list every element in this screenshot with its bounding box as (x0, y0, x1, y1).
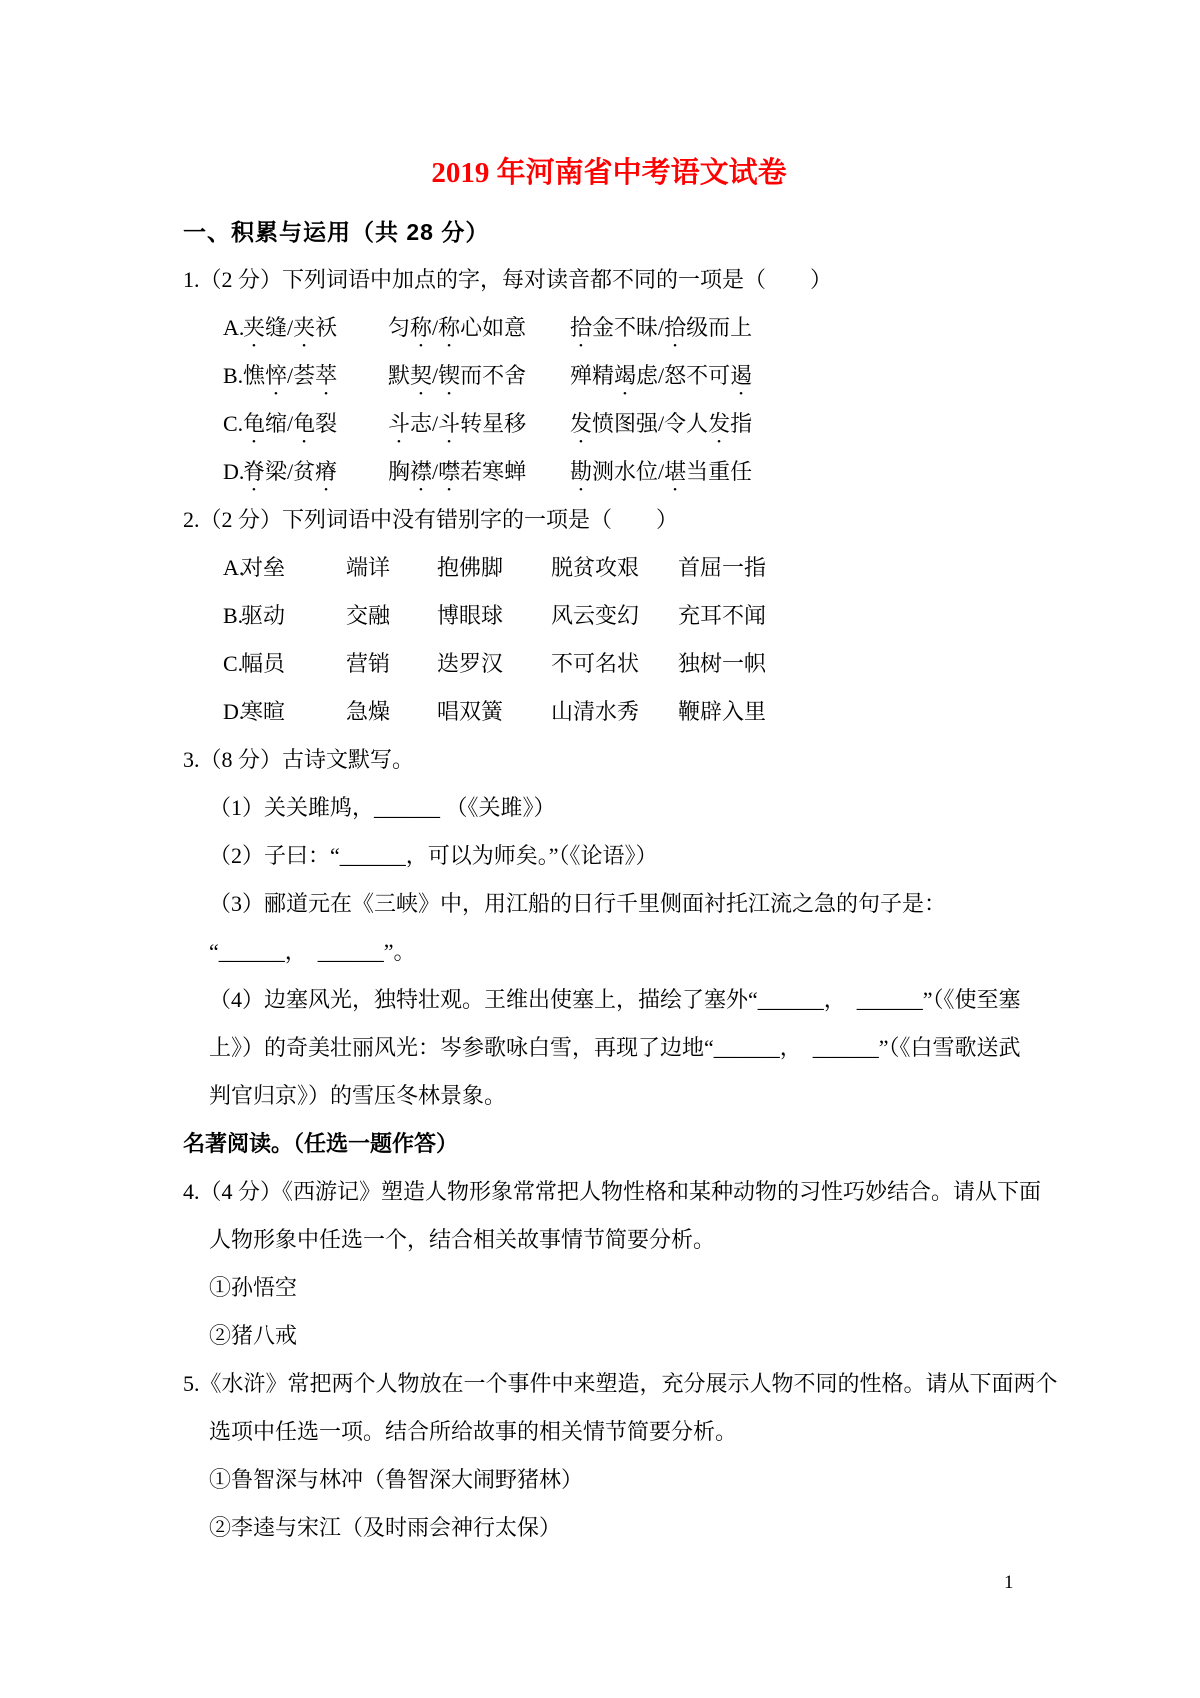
option-word: 唱双簧 (437, 699, 504, 724)
option-group: 发愤图强/令人发指 (570, 411, 753, 436)
option-label: A. (223, 555, 245, 580)
q2-option-b (183, 592, 1063, 640)
q2-option-c (183, 640, 1063, 688)
q4-choice-1: ①孙悟空 (209, 1275, 298, 1300)
exam-content (183, 208, 1063, 1552)
option-word: 山清水秀 (551, 699, 640, 724)
q5-line-1: 5.《水浒》常把两个人物放在一个事件中来塑造，充分展示人物不同的性格。请从下面两个 (183, 1371, 1058, 1396)
q1-option-d (183, 448, 1063, 496)
option-label: B. (223, 363, 244, 388)
q4-line-1: 4.（4 分）《西游记》塑造人物形象常常把人物性格和某种动物的习性巧妙结合。请从下面 (183, 1179, 1042, 1204)
option-word: 首屈一指 (678, 555, 767, 580)
q3-item-3-line-2: “______， ______”。 (209, 939, 416, 964)
option-word: 迭罗汉 (437, 651, 504, 676)
option-word: 充耳不闻 (678, 603, 767, 628)
option-word: 交融 (346, 603, 391, 628)
q2-option-a (183, 544, 1063, 592)
q1-option-a (183, 304, 1063, 352)
q1-stem: 1.（2 分）下列词语中加点的字，每对读音都不同的一项是（ ） (183, 267, 833, 292)
q2-option-d (183, 688, 1063, 736)
option-word: 对垒 (241, 555, 286, 580)
q3-item-4-line-1: （4）边塞风光，独特壮观。王维出使塞上，描绘了塞外“______， ______”（《使至塞 (209, 987, 1021, 1012)
option-label: C. (223, 651, 244, 676)
option-group: 拾金不昧/拾级而上 (570, 315, 753, 340)
option-word: 驱动 (241, 603, 286, 628)
option-label: A. (223, 315, 245, 340)
option-group: 匀称/称心如意 (388, 315, 527, 340)
q1-option-c (183, 400, 1063, 448)
option-word: 营销 (346, 651, 391, 676)
option-word: 脱贫攻艰 (551, 555, 640, 580)
option-word: 风云变幻 (551, 603, 640, 628)
exam-title: 2019 年河南省中考语文试卷 (431, 157, 787, 189)
option-group: 龟缩/龟裂 (243, 411, 338, 436)
q3-item-4-line-3: 判官归京》）的雪压冬林景象。 (209, 1083, 507, 1108)
option-group: 夹缝/夹袄 (243, 315, 338, 340)
option-word: 抱佛脚 (437, 555, 504, 580)
option-word: 急燥 (346, 699, 391, 724)
option-group: 憔悴/荟萃 (243, 363, 338, 388)
option-label: D. (223, 459, 245, 484)
option-group: 默契/锲而不舍 (388, 363, 527, 388)
option-group: 胸襟/噤若寒蝉 (388, 459, 527, 484)
option-group: 脊梁/贫瘠 (243, 459, 338, 484)
q3-stem: 3.（8 分）古诗文默写。 (183, 747, 415, 772)
q4-choice-2: ②猪八戒 (209, 1323, 298, 1348)
option-label: B. (223, 603, 244, 628)
option-group: 殚精竭虑/怒不可遏 (570, 363, 753, 388)
q3-item-1: （1）关关雎鸠，______ （《关雎》） (209, 795, 556, 820)
q3-item-3-line-1: （3）郦道元在《三峡》中，用江船的日行千里侧面衬托江流之急的句子是： (209, 891, 947, 916)
option-word: 不可名状 (551, 651, 640, 676)
q5-choice-1: ①鲁智深与林冲（鲁智深大闹野猪林） (209, 1467, 584, 1492)
q2-stem: 2.（2 分）下列词语中没有错别字的一项是（ ） (183, 507, 679, 532)
section-heading: 一、积累与运用（共 28 分） (183, 219, 490, 245)
q5-choice-2: ②李逵与宋江（及时雨会神行太保） (209, 1515, 562, 1540)
option-word: 寒暄 (241, 699, 286, 724)
page-number: 1 (1004, 1572, 1014, 1593)
q4-line-2: 人物形象中任选一个，结合相关故事情节简要分析。 (209, 1227, 716, 1252)
option-group: 斗志/斗转星移 (388, 411, 527, 436)
q3-item-2: （2）子曰：“______，可以为师矣。”（《论语》） (209, 843, 658, 868)
option-label: C. (223, 411, 244, 436)
q3-item-4-line-2: 上》）的奇美壮丽风光：岑参歌咏白雪，再现了边地“______， ______”（《白雪歌送武 (209, 1035, 1021, 1060)
q1-option-b (183, 352, 1063, 400)
option-label: D. (223, 699, 245, 724)
option-word: 独树一帜 (678, 651, 767, 676)
option-word: 博眼球 (437, 603, 504, 628)
option-group: 勘测水位/堪当重任 (570, 459, 753, 484)
reading-note-heading: 名著阅读。（任选一题作答） (183, 1131, 459, 1156)
option-word: 幅员 (241, 651, 286, 676)
option-word: 鞭辟入里 (678, 699, 767, 724)
q5-line-2: 选项中任选一项。结合所给故事的相关情节简要分析。 (209, 1419, 738, 1444)
option-word: 端详 (346, 555, 391, 580)
